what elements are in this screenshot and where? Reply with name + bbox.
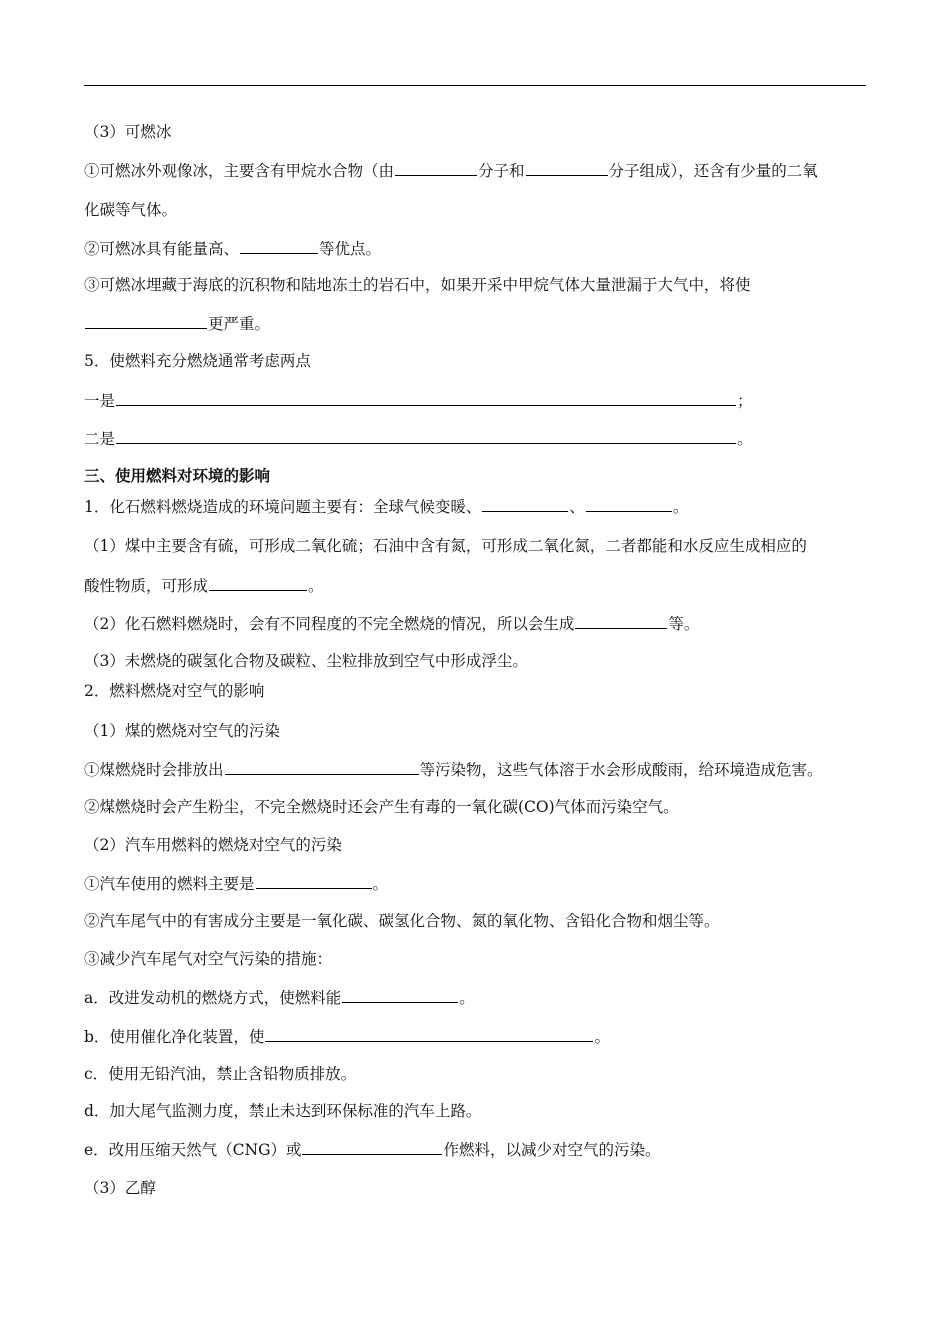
line-text: 等。 <box>668 615 700 633</box>
line-text: ； <box>737 392 753 410</box>
line-text: 作燃料，以减少对空气的污染。 <box>443 1141 661 1159</box>
line-text: （1）煤中主要含有硫，可形成二氧化硫；石油中含有氮，可形成二氧化氮，二者都能和水反应生成相应的 <box>84 537 807 555</box>
line-text: （2）化石燃料燃烧时，会有不同程度的不完全燃烧的情况，所以会生成 <box>84 615 575 633</box>
line-text: 。 <box>372 875 389 893</box>
fill-in-blank[interactable] <box>85 313 207 329</box>
text-line-29 <box>84 1178 156 1198</box>
text-line-6 <box>84 313 270 334</box>
text-line-5 <box>84 275 751 295</box>
text-line-20 <box>84 835 342 855</box>
line-text: ③减少汽车尾气对空气污染的措施： <box>84 950 333 968</box>
line-text: （3）乙醇 <box>84 1179 156 1197</box>
fill-in-blank[interactable] <box>116 428 736 444</box>
line-text: 分子和 <box>478 162 525 180</box>
line-text: d．加大尾气监测力度，禁止未达到环保标准的汽车上路。 <box>84 1102 482 1120</box>
line-text: 。 <box>594 1028 610 1046</box>
line-text: ②汽车尾气中的有害成分主要是一氧化碳、碳氢化合物、氮的氧化物、含铅化合物和烟尘等。 <box>84 912 720 930</box>
line-text: 。 <box>737 430 753 448</box>
text-line-12 <box>84 536 807 556</box>
text-line-28 <box>84 1139 661 1160</box>
text-line-17 <box>84 721 280 741</box>
text-line-10 <box>84 466 270 486</box>
line-text: （2）汽车用燃料的燃烧对空气的污染 <box>84 836 342 854</box>
text-line-11 <box>84 496 688 517</box>
line-text: 。 <box>459 989 475 1007</box>
line-text: 三、使用燃料对环境的影响 <box>84 466 271 485</box>
text-line-22 <box>84 911 720 931</box>
fill-in-blank[interactable] <box>265 1026 593 1042</box>
line-text: 等污染物，这些气体溶于水会形成酸雨，给环境造成危害。 <box>419 761 823 779</box>
line-text: ②煤燃烧时会产生粉尘，不完全燃烧时还会产生有毒的一氧化碳(CO)气体而污染空气。 <box>84 798 679 816</box>
fill-in-blank[interactable] <box>586 496 672 512</box>
line-text: 1．化石燃料燃烧造成的环境问题主要有：全球气候变暖、 <box>84 498 482 516</box>
line-text: （1）煤的燃烧对空气的污染 <box>84 722 280 740</box>
text-line-21 <box>84 873 388 894</box>
text-line-26 <box>84 1064 356 1084</box>
line-text: a．改进发动机的燃烧方式，使燃料能 <box>84 989 342 1007</box>
text-line-14 <box>84 613 699 634</box>
fill-in-blank[interactable] <box>526 160 608 176</box>
fill-in-blank[interactable] <box>225 759 419 775</box>
fill-in-blank[interactable] <box>240 238 318 254</box>
line-text: ②可燃冰具有能量高、 <box>84 240 240 258</box>
line-text: 。 <box>672 498 689 516</box>
fill-in-blank[interactable] <box>116 390 736 406</box>
line-text: ③可燃冰埋藏于海底的沉积物和陆地冻土的岩石中，如果开采中甲烷气体大量泄漏于大气中，将使 <box>84 276 751 294</box>
line-text: b．使用催化净化装置，使 <box>84 1028 265 1046</box>
line-text: ①可燃冰外观像冰，主要含有甲烷水合物（由 <box>84 162 395 180</box>
fill-in-blank[interactable] <box>395 160 477 176</box>
text-line-3 <box>84 200 177 220</box>
line-text: 、 <box>569 498 585 516</box>
line-text: 。 <box>308 577 324 595</box>
text-line-4 <box>84 238 381 259</box>
line-text: ①汽车使用的燃料主要是 <box>84 875 255 893</box>
line-text: c．使用无铅汽油，禁止含铅物质排放。 <box>84 1065 357 1083</box>
text-line-2 <box>84 160 818 181</box>
fill-in-blank[interactable] <box>209 575 307 591</box>
text-line-23 <box>84 949 332 969</box>
line-text: 等优点。 <box>319 240 382 258</box>
fill-in-blank[interactable] <box>575 613 667 629</box>
text-line-19 <box>84 797 679 817</box>
text-line-1 <box>84 122 171 142</box>
text-line-9 <box>84 428 753 449</box>
line-text: 分子组成），还含有少量的二氧 <box>608 162 818 180</box>
text-line-7 <box>84 351 311 371</box>
line-text: 二是 <box>84 430 116 448</box>
text-line-13 <box>84 575 324 596</box>
fill-in-blank[interactable] <box>482 496 568 512</box>
line-text: 更严重。 <box>208 315 271 333</box>
line-text: e．改用压缩天然气（CNG）或 <box>84 1141 302 1159</box>
text-line-24 <box>84 987 475 1008</box>
text-line-18 <box>84 759 823 780</box>
text-line-15 <box>84 651 528 671</box>
text-line-8 <box>84 390 753 411</box>
fill-in-blank[interactable] <box>342 987 458 1003</box>
header-rule <box>84 85 866 86</box>
line-text: ①煤燃烧时会排放出 <box>84 761 224 779</box>
text-line-27 <box>84 1101 481 1121</box>
line-text: （3）未燃烧的碳氢化合物及碳粒、尘粒排放到空气中形成浮尘。 <box>84 652 528 670</box>
fill-in-blank[interactable] <box>256 873 372 889</box>
line-text: 一是 <box>84 392 116 410</box>
text-line-16 <box>84 681 264 701</box>
line-text: 2．燃料燃烧对空气的影响 <box>84 682 265 700</box>
text-line-25 <box>84 1026 610 1047</box>
line-text: 5．使燃料充分燃烧通常考虑两点 <box>84 352 311 370</box>
line-text: 酸性物质，可形成 <box>84 577 209 595</box>
fill-in-blank[interactable] <box>302 1139 442 1155</box>
line-text: （3）可燃冰 <box>84 123 172 141</box>
line-text: 化碳等气体。 <box>84 201 178 219</box>
